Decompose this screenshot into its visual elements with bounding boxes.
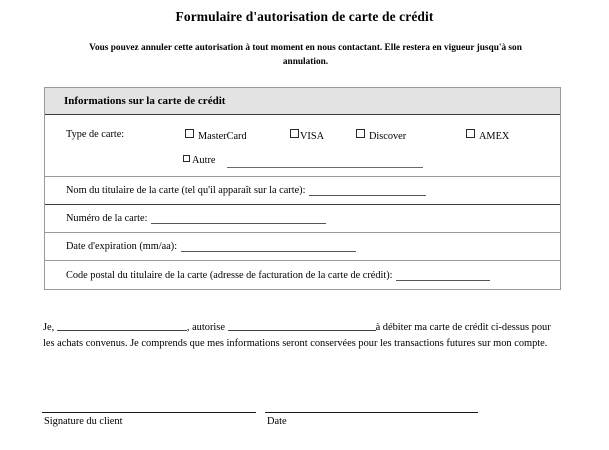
- empty-checkbox-icon[interactable]: [185, 129, 194, 138]
- card-type-label: Type de carte:: [66, 129, 125, 140]
- empty-checkbox-icon[interactable]: [466, 129, 475, 138]
- credit-card-information-table: [44, 87, 561, 290]
- cardholder-name-row: [45, 177, 560, 205]
- checkbox-option-amex[interactable]: [466, 129, 509, 142]
- page-subtitle: Vous pouvez annuler cette autorisation à tout moment en nous contactant. Elle restera en vigueur jusqu'à son annulation.: [89, 43, 522, 67]
- authorization-text-part1: Je,: [43, 322, 55, 333]
- expiration-date-label: Date d'expiration (mm/aa):: [66, 241, 178, 252]
- expiration-date-row: [45, 233, 560, 261]
- card-type-row: [45, 115, 560, 177]
- expiration-date-input[interactable]: [181, 241, 356, 252]
- authorization-text-part3: à débiter ma carte de crédit ci-dessus pour les achats convenus. Je comprends que mes informations seront conservées pour les transactions futures sur mon compte.: [43, 322, 551, 349]
- checkbox-label-other: Autre: [192, 155, 216, 166]
- checkbox-label-discover: Discover: [369, 131, 407, 142]
- checkbox-option-visa[interactable]: [290, 129, 324, 142]
- checkbox-label-visa: VISA: [300, 131, 325, 142]
- billing-postal-code-row: [45, 261, 560, 289]
- table-section-header-label: Informations sur la carte de crédit: [64, 95, 226, 107]
- page-title: Formulaire d'autorisation de carte de crédit: [175, 9, 434, 24]
- empty-checkbox-icon[interactable]: [290, 129, 299, 138]
- billing-postal-code-label: Code postal du titulaire de la carte (adresse de facturation de la carte de crédit):: [66, 269, 393, 281]
- card-number-input[interactable]: [151, 213, 326, 224]
- cardholder-name-input[interactable]: [309, 185, 426, 196]
- authorization-paragraph: [43, 320, 563, 351]
- signature-date-label: Date: [267, 416, 287, 427]
- empty-checkbox-icon[interactable]: [356, 129, 365, 138]
- client-signature-label: Signature du client: [44, 416, 123, 427]
- authorizer-name-input[interactable]: [57, 320, 187, 331]
- card-type-options-line: [45, 129, 560, 145]
- signature-date-input[interactable]: [265, 412, 478, 413]
- checkbox-label-amex: AMEX: [479, 131, 510, 142]
- cardholder-name-label: Nom du titulaire de la carte (tel qu'il apparaît sur la carte):: [66, 185, 306, 196]
- card-number-row: [45, 205, 560, 233]
- billing-postal-code-input[interactable]: [396, 270, 490, 281]
- checkbox-option-other[interactable]: [183, 155, 215, 166]
- client-signature-input[interactable]: [42, 412, 256, 413]
- checkbox-option-discover[interactable]: [356, 129, 406, 142]
- empty-checkbox-icon[interactable]: [183, 155, 190, 162]
- card-type-other-line: [45, 155, 560, 171]
- card-number-label: Numéro de la carte:: [66, 213, 148, 224]
- other-card-type-input[interactable]: [227, 167, 423, 168]
- authorization-text-part2: , autorise: [186, 322, 225, 333]
- checkbox-label-mastercard: MasterCard: [198, 131, 247, 142]
- checkbox-option-mastercard[interactable]: [185, 129, 247, 142]
- table-section-header: [45, 88, 560, 115]
- merchant-name-input[interactable]: [228, 320, 376, 331]
